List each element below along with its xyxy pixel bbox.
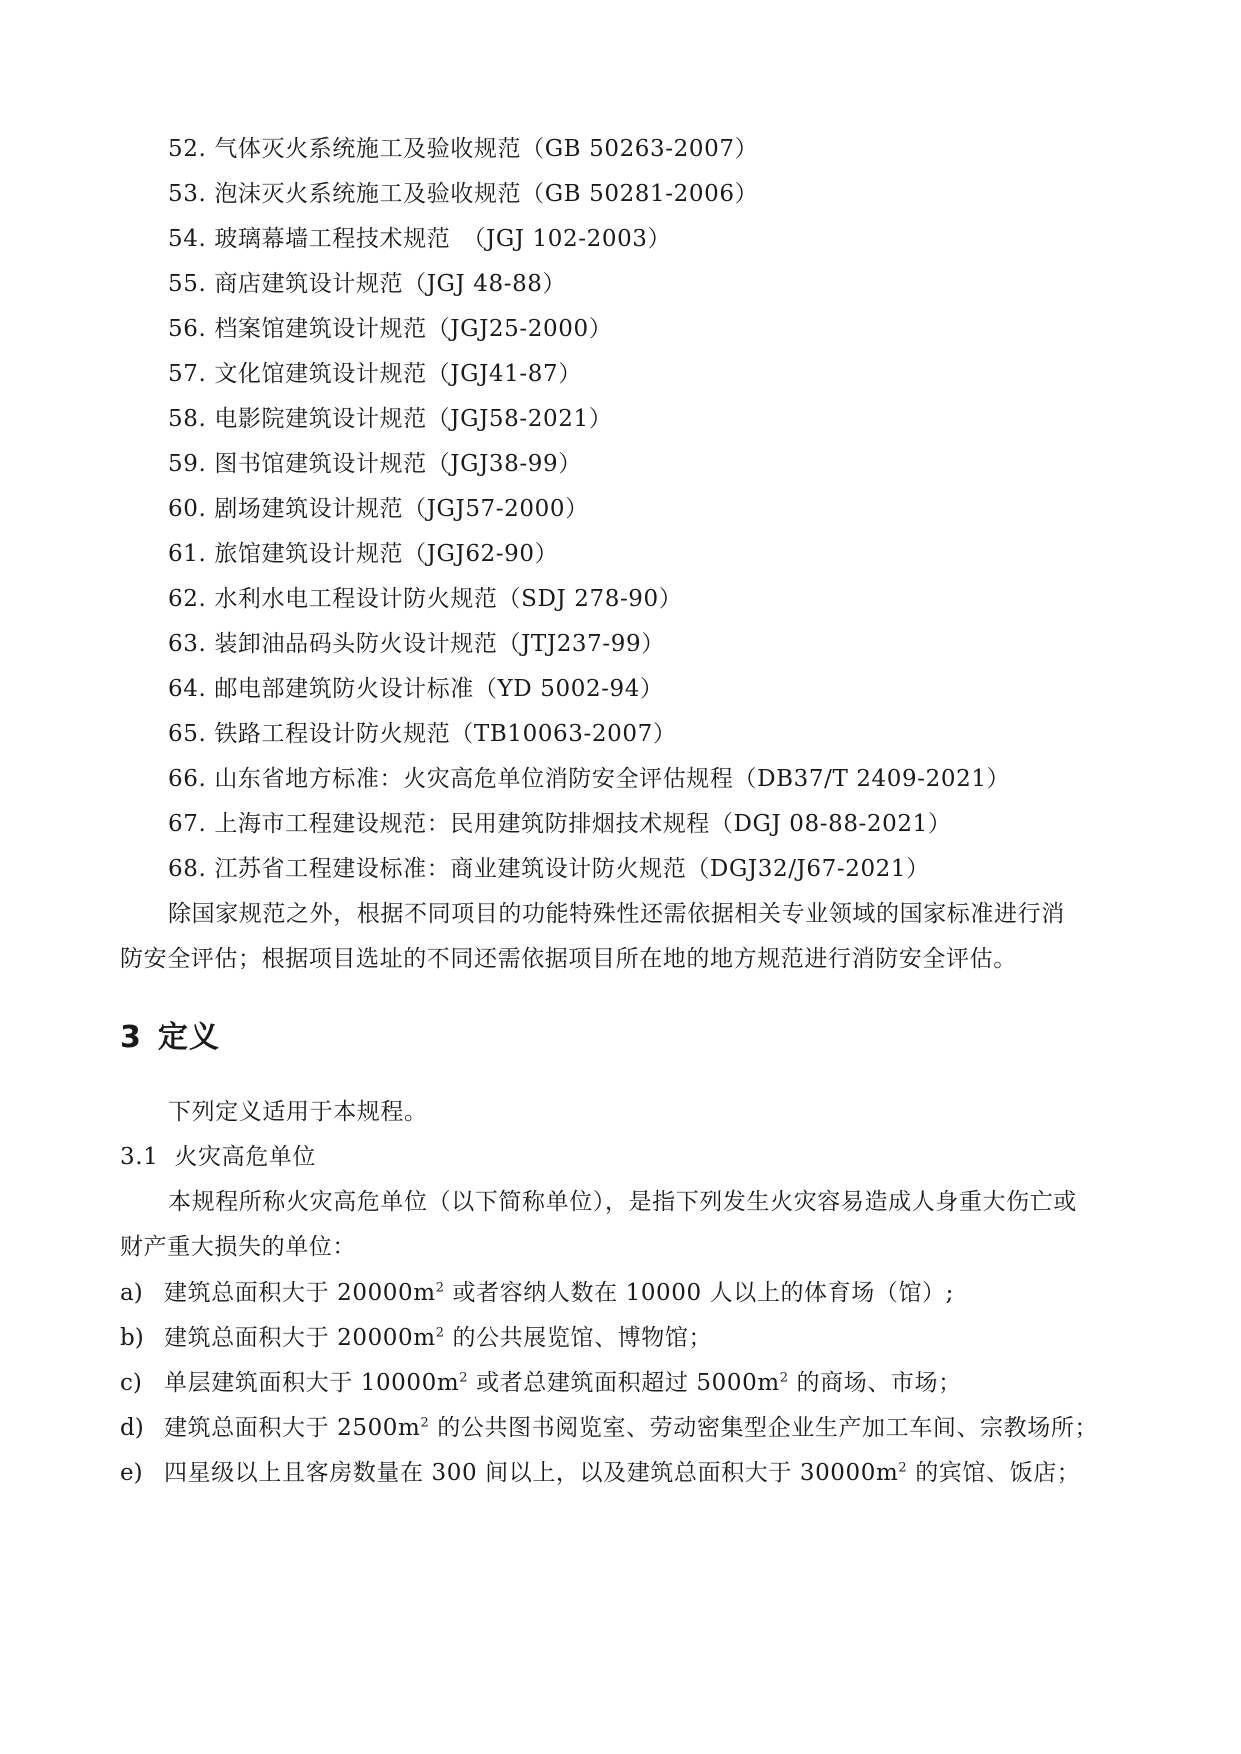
list-item	[168, 449, 582, 479]
item-number: 60.	[168, 496, 207, 522]
item-text-part: 单层建筑面积大于 10000m	[164, 1370, 460, 1396]
definition-line-2: 财产重大损失的单位：	[120, 1234, 356, 1260]
subsection-heading	[120, 1142, 316, 1172]
item-letter: b)	[120, 1325, 144, 1351]
list-item	[168, 854, 930, 884]
closing-paragraph-line-1: 除国家规范之外，根据不同项目的功能特殊性还需依据相关专业领域的国家标准进行消	[168, 901, 1065, 927]
list-item	[168, 404, 612, 434]
list-item	[168, 494, 589, 524]
item-text: 气体灭火系统施工及验收规范（GB 50263-2007）	[214, 136, 759, 162]
superscript: 2	[435, 1325, 445, 1341]
definition-line-1: 本规程所称火灾高危单位（以下简称单位），是指下列发生火灾容易造成人身重大伤亡或	[168, 1189, 1077, 1215]
item-text-part: 的公共展览馆、博物馆；	[444, 1325, 713, 1351]
item-number: 56.	[168, 316, 207, 342]
item-letter: e)	[120, 1460, 143, 1486]
item-text-part: 建筑总面积大于 2500m	[164, 1415, 421, 1441]
item-text: 水利水电工程设计防火规范（SDJ 278-90）	[214, 586, 683, 612]
item-text: 铁路工程设计防火规范（TB10063-2007）	[214, 721, 677, 747]
list-item	[168, 359, 582, 389]
item-text: 图书馆建筑设计规范（JGJ38-99）	[214, 451, 582, 477]
item-number: 52.	[168, 136, 207, 162]
list-item	[168, 134, 758, 164]
item-text	[164, 1278, 954, 1308]
item-number: 53.	[168, 181, 207, 207]
list-item	[168, 719, 676, 749]
item-text: 江苏省工程建设标准：商业建筑设计防火规范（DGJ32/J67-2021）	[214, 856, 930, 882]
item-text-part: 或者容纳人数在 10000 人以上的体育场（馆）;	[444, 1280, 955, 1306]
item-number: 63.	[168, 631, 207, 657]
list-item	[168, 314, 612, 344]
item-number: 68.	[168, 856, 207, 882]
list-item	[168, 539, 558, 569]
subsection-title: 火灾高危单位	[174, 1144, 316, 1170]
list-item	[168, 584, 682, 614]
list-item	[168, 809, 951, 839]
item-letter: d)	[120, 1415, 144, 1441]
item-number: 66.	[168, 766, 207, 792]
item-text: 电影院建筑设计规范（JGJ58-2021）	[214, 406, 613, 432]
item-text: 商店建筑设计规范（JGJ 48-88）	[214, 271, 567, 297]
superscript: 2	[779, 1370, 789, 1386]
item-text-part: 或者总建筑面积超过 5000m	[468, 1370, 780, 1396]
item-number: 57.	[168, 361, 207, 387]
item-number: 64.	[168, 676, 207, 702]
item-text	[164, 1413, 1098, 1443]
section-heading	[120, 1020, 220, 1056]
list-item	[168, 224, 671, 254]
item-number: 54.	[168, 226, 207, 252]
item-text	[164, 1458, 1080, 1488]
list-item	[168, 179, 758, 209]
item-number: 62.	[168, 586, 207, 612]
item-letter: a)	[120, 1280, 143, 1306]
item-number: 65.	[168, 721, 207, 747]
list-item	[168, 674, 664, 704]
item-text: 山东省地方标准：火灾高危单位消防安全评估规程（DB37/T 2409-2021）	[214, 766, 1011, 792]
item-text-part: 的公共图书阅览室、劳动密集型企业生产加工车间、宗教场所；	[429, 1415, 1099, 1441]
item-letter: c)	[120, 1370, 142, 1396]
item-text-part: 建筑总面积大于 20000m	[164, 1325, 436, 1351]
superscript: 2	[420, 1415, 430, 1431]
subsection-number: 3.1	[120, 1144, 159, 1170]
item-number: 61.	[168, 541, 207, 567]
item-text: 剧场建筑设计规范（JGJ57-2000）	[214, 496, 589, 522]
item-number: 59.	[168, 451, 207, 477]
item-text: 档案馆建筑设计规范（JGJ25-2000）	[214, 316, 613, 342]
list-item	[168, 269, 566, 299]
superscript: 2	[898, 1460, 908, 1476]
item-number: 58.	[168, 406, 207, 432]
item-text-part: 四星级以上且客房数量在 300 间以上，以及建筑总面积大于 30000m	[164, 1460, 899, 1486]
item-text: 装卸油品码头防火设计规范（JTJ237-99）	[214, 631, 665, 657]
section-intro: 下列定义适用于本规程。	[168, 1099, 428, 1125]
item-text: 文化馆建筑设计规范（JGJ41-87）	[214, 361, 582, 387]
item-text	[164, 1323, 712, 1353]
item-text: 邮电部建筑防火设计标准（YD 5002-94）	[214, 676, 664, 702]
item-text: 玻璃幕墙工程技术规范 （JGJ 102-2003）	[214, 226, 672, 252]
list-item	[168, 764, 1010, 794]
item-text: 旅馆建筑设计规范（JGJ62-90）	[214, 541, 559, 567]
item-text: 上海市工程建设规范：民用建筑防排烟技术规程（DGJ 08-88-2021）	[214, 811, 952, 837]
item-text-part: 的宾馆、饭店；	[907, 1460, 1081, 1486]
item-text-part: 建筑总面积大于 20000m	[164, 1280, 436, 1306]
item-text-part: 的商场、市场；	[788, 1370, 962, 1396]
item-text: 泡沫灭火系统施工及验收规范（GB 50281-2006）	[214, 181, 759, 207]
section-number: 3	[120, 1020, 142, 1055]
item-number: 55.	[168, 271, 207, 297]
closing-paragraph-line-2: 防安全评估；根据项目选址的不同还需依据项目所在地的地方规范进行消防安全评估。	[120, 946, 1017, 972]
list-item	[168, 629, 665, 659]
section-title: 定义	[157, 1020, 220, 1055]
superscript: 2	[435, 1280, 445, 1296]
superscript: 2	[459, 1370, 469, 1386]
item-number: 67.	[168, 811, 207, 837]
item-text	[164, 1368, 962, 1398]
